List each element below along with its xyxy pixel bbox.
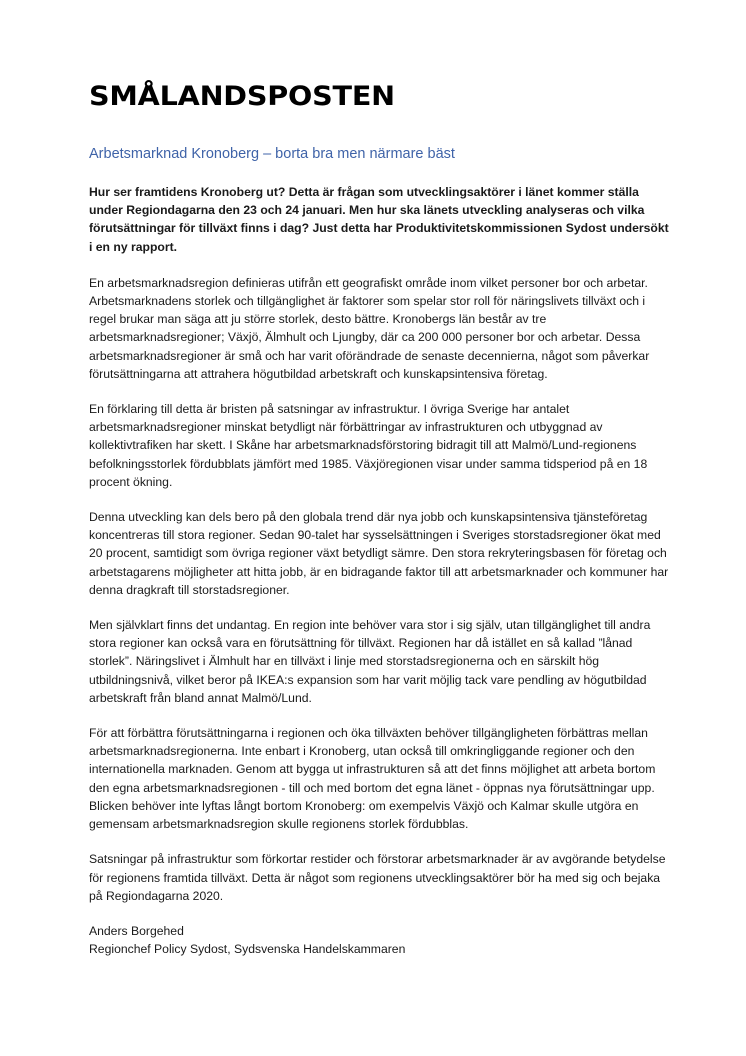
body-paragraph-4: Men självklart finns det undantag. En region inte behöver vara stor i sig själv, utan tillgänglighet till andra stora regioner kan också vara en förutsättning för tillväxt. Regionen har då istället en så kallad ”lånad storlek”. Näringslivet i Älmhult har en tillväxt i linje med storstadsregionerna och en särskilt hög utbildningsnivå, vilket beror på IKEA:s expansion som har varit möjlig tack vare pendling av högutbildad arbetskraft från bland annat Malmö/Lund.: [89, 618, 651, 705]
author-title: Regionchef Policy Sydost, Sydsvenska Handelskammaren: [89, 942, 406, 957]
signature-block: [89, 922, 669, 958]
masthead-logo: SMÅLANDSPOSTEN: [89, 81, 395, 112]
body-paragraph-5: För att förbättra förutsättningarna i regionen och öka tillväxten behöver tillgängligheten förbättras mellan arbetsmarknadsregionerna. Inte enbart i Kronoberg, utan också till omkringliggande regioner och den internationella marknaden. Genom att bygga ut infrastrukturen så att det finns möjlighet att arbeta bortom den egna arbetsmarknadsregionen - till och med bortom det egna länet - öppnas nya förutsättningar upp. Blicken behöver inte lyftas långt bortom Kronoberg: om exempelvis Växjö och Kalmar skulle utgöra en gemensam arbetsmarknadsregion skulle regionens storlek fördubblas.: [89, 726, 656, 832]
body-paragraph-6: Satsningar på infrastruktur som förkortar restider och förstorar arbetsmarknader är av avgörande betydelse för regionens framtida tillväxt. Detta är något som regionens utvecklingsaktörer bör ha med sig och bejaka på Regiondagarna 2020.: [89, 852, 666, 903]
author-name: Anders Borgehed: [89, 923, 184, 938]
body-paragraph-1: En arbetsmarknadsregion definieras utifrån ett geografiskt område inom vilket personer bor och arbetar. Arbetsmarknadens storlek och tillgänglighet är faktorer som spelar stor roll för näringslivets tillväxt och i regel brukar man säga att ju större storlek, desto bättre. Kronobergs län består av tre arbetsmarknadsregioner; Växjö, Älmhult och Ljungby, där ca 200 000 personer bor och arbetar. Dessa arbetsmarknadsregioner är små och har varit oförändrade de senaste decennierna, något som påverkar förutsättningarna att attrahera högutbildad arbetskraft och kunskapsintensiva företag.: [89, 275, 650, 381]
article-headline: Arbetsmarknad Kronoberg – borta bra men närmare bäst: [89, 146, 455, 162]
document-page: [89, 80, 669, 958]
article-lead: Hur ser framtidens Kronoberg ut? Detta är frågan som utvecklingsaktörer i länet kommer ställa under Regiondagarna den 23 och 24 januari. Men hur ska länets utveckling analyseras och vilka förutsättningar för tillväxt finns i dag? Just detta har Produktivitetskommissionen Sydost undersökt i en ny rapport.: [89, 185, 669, 254]
body-paragraph-3: Denna utveckling kan dels bero på den globala trend där nya jobb och kunskapsintensiva tjänsteföretag koncentreras till stora regioner. Sedan 90-talet har sysselsättningen i Sveriges storstadsregioner ökat med 20 procent, samtidigt som övriga regioner växt betydligt sämre. Den stora rekryteringsbasen för företag och arbetstagarens möjligheter att hitta jobb, är en bidragande faktor till att arbetsmarknader och kommuner har denna dragkraft till storstadsregioner.: [89, 510, 669, 597]
body-paragraph-2: En förklaring till detta är bristen på satsningar av infrastruktur. I övriga Sverige har antalet arbetsmarknadsregioner minskat betydligt när förbättringar av infrastrukturen och utbyggnad av kollektivtrafiken har skett. I Skåne har arbetsmarknadsförstoring bidragit till att Malmö/Lund-regionens befolkningsstorlek fördubblats jämfört med 1985. Växjöregionen visar under samma tidsperiod på en 18 procent ökning.: [89, 402, 648, 489]
